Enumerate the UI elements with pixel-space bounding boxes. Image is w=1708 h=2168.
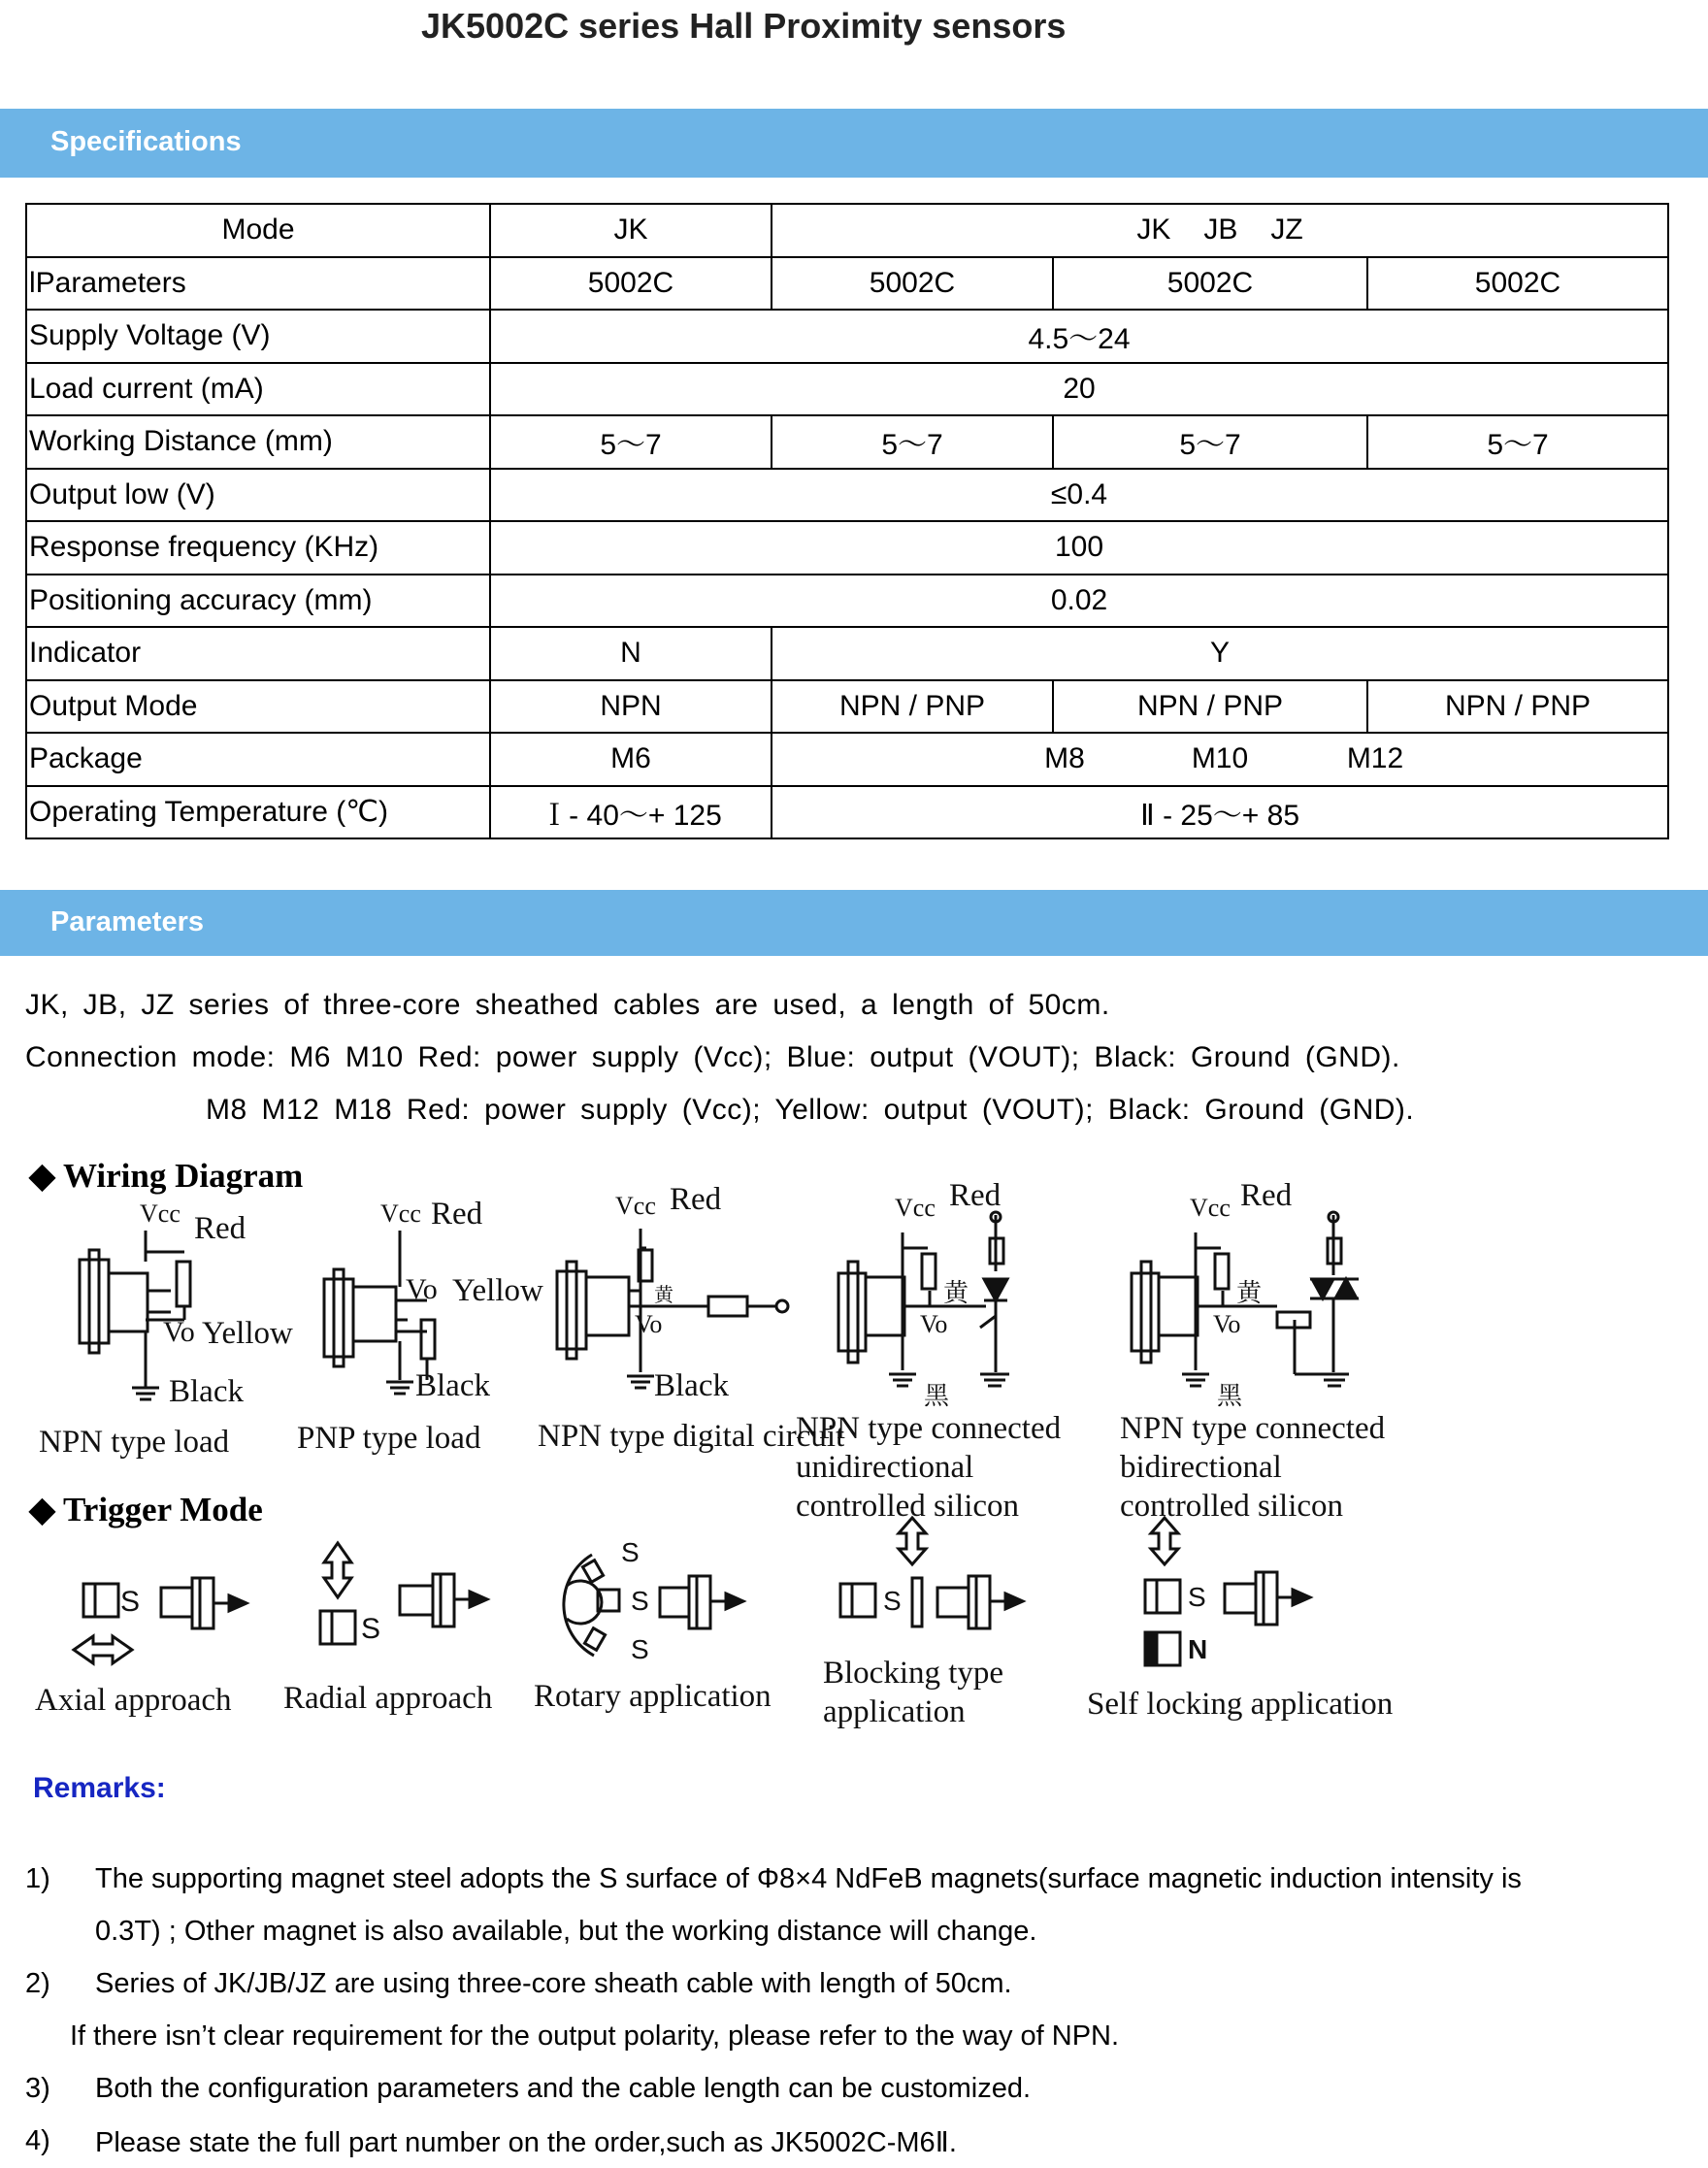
header-group-jk: JK [490,204,772,257]
row-label: Output Mode [26,680,490,734]
row-value: 5～7 [1367,415,1668,469]
sensor-icon [1225,1572,1310,1625]
vo-label: Vo [1213,1310,1241,1338]
magnet-icon [840,1584,875,1617]
sensor-icon [660,1576,743,1628]
wiring-caption-1: NPN type load [39,1425,230,1460]
package-m12: M12 [1346,742,1404,775]
magnet-icon [320,1611,355,1644]
row-label: Indicator [26,627,490,680]
huang-label: 黄 [943,1279,969,1307]
remark-number: 3) [25,2073,50,2104]
row-label: Load current (mA) [26,363,490,416]
row-label: Response frequency (KHz) [26,521,490,575]
vcc-label: Vcc [140,1199,181,1228]
trigger-caption-1: Axial approach [35,1683,232,1718]
red-label: Red [670,1182,722,1217]
vo-label: Vo [635,1310,663,1338]
vcc-label: Vcc [895,1194,936,1222]
trigger-caption-2: Radial approach [283,1681,493,1716]
wiring-caption-4: NPN type connected unidirectional controlled silicon [796,1411,1062,1524]
row-value: 20 [490,363,1668,416]
remark-text-cont: If there isn’t clear requirement for the output polarity, please refer to the way of NPN. [70,2020,1120,2052]
pole-s-label: S [631,1586,649,1616]
model-cell: 5002C [1053,257,1367,311]
vo-label: Vo [163,1316,195,1348]
row-label: Package [26,733,490,786]
row-value: Ⅱ - 25～+ 85 [772,786,1668,839]
sensor-icon [400,1574,487,1626]
blocking-plate-icon [912,1578,922,1626]
remarks-title: Remarks: [33,1772,166,1804]
yellow-label: Yellow [202,1316,293,1351]
wiring-caption-3: NPN type digital circuit [538,1419,845,1454]
parameters-line-2: Connection mode: M6 M10 Red: power supply (Vcc); Blue: output (VOUT); Black: Ground (GND). [25,1041,1400,1073]
red-label: Red [431,1197,483,1232]
wiring-caption-2: PNP type load [297,1421,481,1456]
vcc-label: Vcc [380,1199,421,1228]
row-value: 5～7 [490,415,772,469]
black-label: Black [654,1368,729,1403]
pole-s-label: S [120,1586,141,1618]
huang-label: 黄 [654,1285,673,1306]
red-label: Red [194,1211,246,1246]
vo-label: Vo [406,1273,438,1305]
row-label: Operating Temperature (℃) [26,786,490,839]
remark-text: Please state the full part number on the order,such as JK5002C-M6Ⅱ. [95,2127,957,2158]
group-jb: JB [1203,214,1238,246]
header-params: lParameters [26,257,490,311]
black-label: Black [169,1374,244,1409]
pole-n-label: N [1188,1634,1208,1664]
pole-s-label: S [631,1634,649,1664]
vcc-label: Vcc [1190,1194,1231,1222]
model-cell: 5002C [1367,257,1668,311]
trigger-caption-5: Self locking application [1087,1687,1394,1722]
vo-label: Vo [920,1310,948,1338]
row-value: NPN / PNP [1367,680,1668,734]
row-label: Working Distance (mm) [26,415,490,469]
trigger-heading: ◆ Trigger Mode [29,1491,263,1528]
vertical-double-arrow-icon [324,1543,351,1597]
red-label: Red [1240,1178,1293,1213]
sensor-body-icon [324,1231,435,1394]
trigger-caption-4: Blocking type application [823,1656,1004,1729]
row-value: 0.02 [490,575,1668,628]
row-value: NPN / PNP [772,680,1053,734]
row-value: NPN [490,680,772,734]
row-label: Output low (V) [26,469,490,522]
double-arrow-icon [74,1636,132,1663]
row-value: ≤0.4 [490,469,1668,522]
row-value: 100 [490,521,1668,575]
black-label: Black [415,1368,490,1403]
parameters-line-3: M8 M12 M18 Red: power supply (Vcc); Yellow: output (VOUT); Black: Ground (GND). [206,1094,1415,1126]
row-value: 4.5～24 [490,310,1668,363]
remark-text: Series of JK/JB/JZ are using three-core sheath cable with length of 50cm. [95,1968,1012,1999]
row-value: Ｉ- 40～+ 125 [490,786,772,839]
huang-label: 黄 [1236,1279,1263,1307]
remark-text-cont: 0.3T) ; Other magnet is also available, but the working distance will change. [95,1916,1037,1947]
remark-number: 1) [25,1863,50,1894]
vertical-double-arrow-icon [1151,1518,1178,1564]
group-jz: JZ [1270,214,1303,246]
sensor-body-icon [557,1229,788,1388]
parameters-line-1: JK, JB, JZ series of three-core sheathed cables are used, a length of 50cm. [25,989,1110,1021]
row-value: N [490,627,772,680]
row-value: M6 [490,733,772,786]
parameters-heading: Parameters [50,906,204,937]
package-m8: M8 [1044,742,1085,775]
header-mode: Mode [26,204,490,257]
pole-s-label: S [883,1586,902,1616]
page-title: JK5002C series Hall Proximity sensors [421,6,1067,46]
yellow-label: Yellow [452,1273,543,1308]
row-value: Y [772,627,1668,680]
hei-label: 黑 [924,1382,950,1410]
remark-text: Both the configuration parameters and the cable length can be customized. [95,2073,1032,2104]
pole-s-label: S [361,1613,381,1645]
magnet-icon [1145,1580,1180,1665]
sensor-body-icon [838,1212,1009,1386]
pole-s-label: S [621,1537,640,1567]
sensor-icon [937,1576,1023,1628]
row-label: Supply Voltage (V) [26,310,490,363]
vcc-label: Vcc [615,1192,656,1220]
vertical-double-arrow-icon [899,1518,926,1564]
hei-label: 黑 [1217,1382,1243,1410]
specifications-heading: Specifications [50,126,242,157]
sensor-icon [161,1578,246,1628]
model-cell: 5002C [490,257,772,311]
magnet-icon [83,1584,118,1617]
row-value: 5～7 [772,415,1053,469]
trigger-caption-3: Rotary application [534,1679,772,1714]
pole-s-label: S [1188,1582,1206,1612]
row-value: 5～7 [1053,415,1367,469]
group-jk: JK [1136,214,1171,246]
sensor-body-icon [1132,1212,1359,1386]
remark-number: 4) [25,2125,50,2156]
remark-number: 2) [25,1968,50,1999]
model-cell: 5002C [772,257,1053,311]
rotary-disc-icon [564,1555,619,1656]
wiring-heading: ◆ Wiring Diagram [29,1157,304,1195]
red-label: Red [949,1178,1002,1213]
wiring-caption-5: NPN type connected bidirectional controlled silicon [1120,1411,1386,1524]
sensor-body-icon [80,1231,190,1399]
package-m10: M10 [1191,742,1249,775]
row-value: NPN / PNP [1053,680,1367,734]
remark-text: The supporting magnet steel adopts the S surface of Φ8×4 NdFeB magnets(surface magnetic induction intensity is [95,1863,1522,1894]
row-label: Positioning accuracy (mm) [26,575,490,628]
